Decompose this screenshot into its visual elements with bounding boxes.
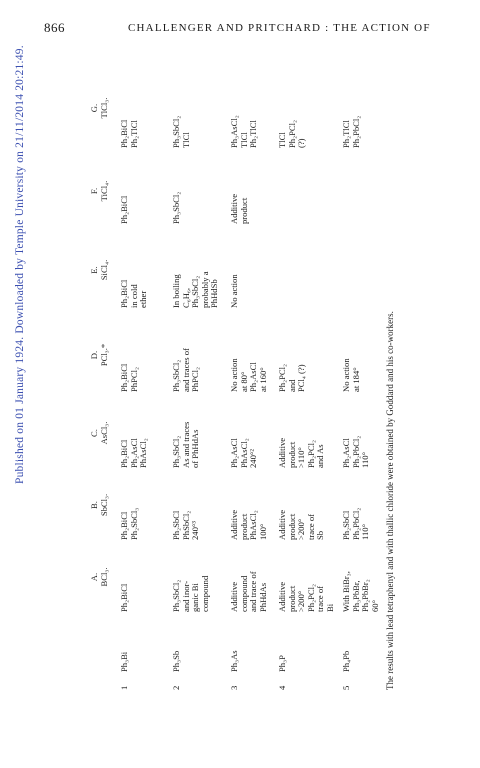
col-e-letter: E. [89, 266, 99, 274]
cell-c: Additive product >110° Ph₂PCl₂ and As [277, 437, 326, 468]
cell-b: Additive product PhAsCl₂ 100° [229, 509, 268, 540]
cell-c: Ph₂AsCl Ph₂PbCl₂ 110° [341, 435, 371, 468]
cell-b: Ph₂SbCl PhSbCl₂ 240°³ [171, 510, 201, 540]
col-d-letter: D. [89, 350, 99, 360]
cell-f: Ph₂BiCl [119, 195, 129, 224]
cell-e: In boiling C₆H₆, Ph₃SbCl₂ probably a PhHdSb [171, 271, 220, 308]
cell-g: Ph₃SbCl₂ TlCl [171, 115, 191, 148]
row-number: 3 [229, 685, 239, 690]
col-c-reagent: AsCl₃. [99, 421, 109, 445]
col-a-reagent: BCl₃. [99, 567, 109, 587]
table-footnote: The results with lead tetraphenyl and with thallic chloride were obtained by Goddard and his co-workers. [385, 311, 395, 690]
page-header [0, 0, 480, 40]
row-compound: Ph₃P [277, 655, 287, 672]
row-number: 4 [277, 685, 287, 690]
row-number: 2 [171, 685, 181, 690]
page-number: 866 [44, 20, 65, 35]
col-g-reagent: TlCl₃. [99, 97, 109, 119]
cell-d: No action at 80° Ph₂AsCl at 160° [229, 358, 268, 392]
cell-e: No action [229, 274, 239, 308]
cell-g: Ph₂TlCl Ph₂PbCl₂ [341, 115, 361, 148]
cell-f: Additive product [229, 193, 249, 224]
row-compound: Ph₄Pb [341, 650, 351, 672]
cell-a: Ph₃SbCl₂ and inor- ganic Bi compound [171, 575, 210, 612]
cell-b: Ph₂SbCl Ph₂PbCl₂ 110° [341, 507, 371, 540]
col-f-reagent: TiCl₄. [99, 180, 109, 202]
col-f-letter: F. [89, 187, 99, 195]
cell-d: Ph₂BiCl PhPCl₂ [119, 363, 139, 392]
col-e-reagent: SiCl₄. [99, 259, 109, 281]
col-g-letter: G. [89, 103, 99, 113]
cell-a: Additive product >200° Ph₂PCl₂ trace of Bi [277, 581, 335, 612]
rotated-results-table [90, 40, 400, 690]
row-number: 1 [119, 685, 129, 690]
running-head: CHALLENGER AND PRITCHARD : THE ACTION OF [128, 22, 431, 34]
col-d-reagent: PCl₃.* [99, 343, 109, 367]
cell-g: Ph₃AsCl₂ TlCl Ph₂TlCl [229, 115, 259, 148]
cell-b: Ph₂BiCl Ph₂SbCl₃ [119, 507, 139, 540]
cell-d: Ph₂PCl₂ and PCl₄ (?) [277, 364, 307, 392]
cell-g: TlCl Ph₂PCl₂ (?) [277, 120, 307, 148]
col-a-letter: A. [89, 572, 99, 582]
col-b-reagent: SbCl₃. [99, 493, 109, 517]
cell-d: No action at 184° [341, 358, 361, 392]
cell-e: Ph₂BiCl in cold ether [119, 279, 149, 308]
cell-a: Additive compound and trace of PhHdAs [229, 571, 268, 612]
cell-c: Ph₃SbCl₂ As and traces of PhHdAs [171, 421, 201, 468]
row-number: 5 [341, 685, 351, 690]
row-compound: Ph₃Sb [171, 650, 181, 672]
cell-c: Ph₂AsCl PhAsCl₂ 240°² [229, 438, 259, 468]
cell-g: Ph₂BiCl Ph₂TlCl [119, 119, 139, 148]
cell-f: Ph₃SbCl₂ [171, 191, 181, 224]
row-compound: Ph₃Bi [119, 651, 129, 672]
download-watermark[interactable]: Published on 01 January 1924. Downloaded by Temple University on 21/11/2014 20:21:49. [14, 45, 26, 484]
row-compound: Ph₃As [229, 650, 239, 672]
col-c-letter: C. [89, 429, 99, 437]
cell-a: With BiBr₃, Ph₃PbBr, Ph₂PbBr₂ 60° [341, 571, 380, 612]
cell-d: Ph₃SbCl₂ and traces of PhPCl₂ [171, 348, 201, 392]
cell-a: Ph₂BiCl [119, 583, 129, 612]
cell-c: Ph₂BiCl Ph₂AsCl PhAsCl₂ [119, 438, 149, 468]
cell-b: Additive product >200° trace of Sb [277, 509, 326, 540]
col-b-letter: B. [89, 501, 99, 509]
results-table [90, 40, 400, 690]
